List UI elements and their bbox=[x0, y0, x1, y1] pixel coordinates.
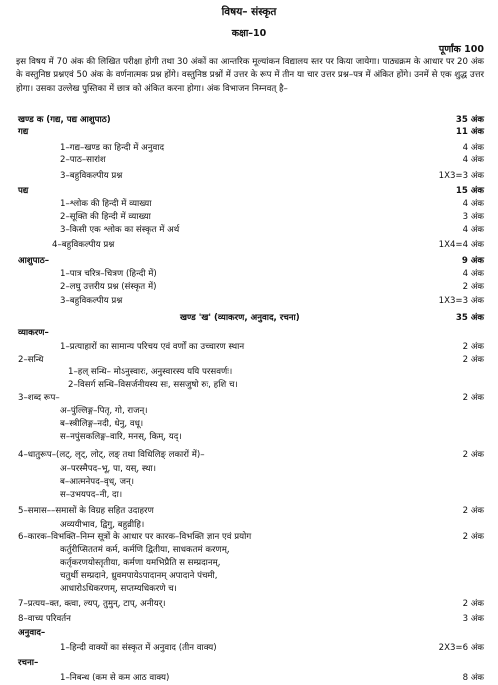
row-label: 3–बहुविकल्पीय प्रश्न bbox=[60, 171, 123, 181]
class-title: कक्षा–10 bbox=[231, 28, 267, 39]
row-marks: 4 अंक bbox=[462, 199, 484, 209]
row-label: 1–श्लोक की हिन्दी में व्याख्या bbox=[60, 199, 152, 209]
row-marks: 3 अंक bbox=[462, 614, 484, 624]
row-label: अ–पुंल्लिङ्ग–पितृ, गो, राजन्। bbox=[60, 406, 148, 416]
row-marks: 2 अंक bbox=[462, 355, 484, 365]
row-label: अव्ययीभाव, द्विगु, बहुव्रीहि। bbox=[60, 520, 145, 530]
row-label: कर्तृकरणयोस्तृतीया, कर्मणा यमभिप्रैति स सम्प्रदानम्, bbox=[60, 558, 221, 568]
row-label: 4–बहुविकल्पीय प्रश्न bbox=[52, 240, 115, 250]
row-marks: 2 अंक bbox=[462, 506, 484, 516]
row-label: कर्तुरीप्सिततमं कर्म, कर्मणि द्वितीया, साधकतमं करणम्, bbox=[60, 545, 230, 555]
row-label: 4–धातुरूप–(लट्, लृट्, लोट्, लङ् तथा विधिलिङ् लकारों में)– bbox=[18, 450, 205, 460]
row-label: 1–गद्य–खण्ड का हिन्दी में अनुवाद bbox=[60, 143, 165, 153]
row-label: 6–कारक–विभक्ति–निम्न सूत्रों के आधार पर कारक–विभक्ति ज्ञान एवं प्रयोग bbox=[18, 532, 252, 542]
row-label: 1–प्रत्याहारों का सामान्य परिचय एवं वर्णों का उच्चारण स्थान bbox=[60, 342, 245, 352]
row-label: 2–सूक्ति की हिन्दी में व्याख्या bbox=[60, 212, 151, 222]
row-marks: 15 अंक bbox=[455, 186, 484, 196]
row-label: 7–प्रत्यय–क्त, क्त्वा, ल्यप्, तुमुन्, टाप्, अनीयर्। bbox=[18, 599, 166, 609]
row-marks: 35 अंक bbox=[455, 313, 484, 323]
row-marks: 35 अंक bbox=[455, 115, 484, 125]
row-marks: 9 अंक bbox=[461, 256, 484, 266]
row-label: चतुर्थी सम्प्रदाने, ध्रुवमपायेऽपादानम् अपादाने पंचमी, bbox=[60, 571, 218, 581]
row-label: पद्य bbox=[18, 186, 29, 196]
row-label: 1–पात्र चरित्र–चित्रण (हिन्दी में) bbox=[60, 269, 157, 279]
row-label: 2–लघु उत्तरीय प्रश्न (संस्कृत में) bbox=[60, 282, 157, 292]
row-marks: 4 अंक bbox=[462, 155, 484, 165]
row-marks: 11 अंक bbox=[455, 127, 484, 137]
row-label: 3–शब्द रूप– bbox=[18, 393, 60, 403]
row-marks: 2X3=6 अंक bbox=[438, 643, 484, 653]
row-label: आशुपाठ– bbox=[18, 256, 50, 266]
row-marks: 4 अंक bbox=[462, 225, 484, 235]
row-marks: 2 अंक bbox=[462, 532, 484, 542]
row-label: 5–समास––समासों के विग्रह सहित उदाहरण bbox=[18, 506, 154, 516]
row-label: 1–निबन्ध (कम से कम आठ वाक्य) bbox=[60, 673, 170, 683]
row-label: स–नपुंसकलिङ्ग–वारि, मनस्, किम्, यद्। bbox=[60, 432, 182, 442]
full-marks: पूर्णांक 100 bbox=[438, 44, 484, 55]
row-label: अनुवाद– bbox=[18, 628, 46, 638]
row-marks: 4 अंक bbox=[462, 143, 484, 153]
row-label: गद्य bbox=[18, 127, 29, 137]
row-label: 2–पाठ–सारांश bbox=[60, 155, 106, 165]
row-marks: 8 अंक bbox=[462, 673, 484, 683]
row-marks: 2 अंक bbox=[462, 342, 484, 352]
row-label: खण्ड 'ख' (व्याकरण, अनुवाद, रचना) bbox=[180, 313, 300, 323]
row-marks: 2 अंक bbox=[462, 282, 484, 292]
row-label: स–उभयपद–नी, दा। bbox=[60, 490, 123, 500]
row-marks: 1X3=3 अंक bbox=[438, 171, 484, 181]
row-label: 3–किसी एक श्लोक का संस्कृत में अर्थ bbox=[60, 225, 180, 235]
row-label: ब–स्त्रीलिङ्ग–नदी, धेनु, वधू। bbox=[60, 419, 144, 429]
row-marks: 4 अंक bbox=[462, 269, 484, 279]
row-label: 3–बहुविकल्पीय प्रश्न bbox=[60, 296, 123, 306]
intro-paragraph: इस विषय में 70 अंक की लिखित परीक्षा होगी तथा 30 अंकों का आन्तरिक मूल्यांकन विद्यालय स्तर पर किया जायेगा। पाठ्यक्रम के आधार पर 20 अंक के वस्तुनिष्ठ प्रश्नएवं 50 अंक के वर्णनात्मक प्रश्न होंगे। वस्तुनिष्ठ प्रश्नों में उत्तर के रूप में तीन या चार उत्तर प्रश्न–पत्र में अंकित होंगे। उनमें से एक शुद्ध उत्तर होगा। उसका उल्लेख पुस्तिका में छात्र को अंकित करना होगा। अंक विभाजन निम्नवत् है– bbox=[16, 57, 484, 94]
row-label: ब–आत्मनेपद–वृध्, जन्। bbox=[60, 477, 134, 487]
row-label: 1–हिन्दी वाक्यों का संस्कृत में अनुवाद (तीन वाक्य) bbox=[60, 643, 217, 653]
row-label: खण्ड क (गद्य, पद्य आशुपाठ) bbox=[18, 115, 111, 125]
row-label: अ–परस्मैपद–भू, पा, यस्, स्था। bbox=[60, 464, 156, 474]
row-marks: 2 अंक bbox=[462, 393, 484, 403]
row-label: 1–हल् सन्धि– मोऽनुस्वारः, अनुस्वारस्य ययि परसवर्णः। bbox=[68, 367, 233, 377]
row-label: 8–वाच्य परिवर्तन bbox=[18, 614, 71, 624]
row-marks: 2 अंक bbox=[462, 450, 484, 460]
row-label: व्याकरण– bbox=[18, 328, 49, 338]
row-label: 2–विसर्ग सन्धि–विसर्जनीयस्य सः, ससजुषो रुः, हशि च। bbox=[68, 380, 238, 390]
row-marks: 3 अंक bbox=[462, 212, 484, 222]
row-marks: 1X3=3 अंक bbox=[438, 296, 484, 306]
row-label: 2–सन्धि bbox=[18, 355, 44, 365]
row-marks: 1X4=4 अंक bbox=[438, 240, 484, 250]
subject-title: विषय– संस्कृत bbox=[221, 6, 277, 18]
row-marks: 2 अंक bbox=[462, 599, 484, 609]
row-label: रचना– bbox=[18, 658, 39, 668]
row-label: आधारोऽधिकरणम्, सप्तम्यधिकरणे च। bbox=[60, 584, 177, 594]
